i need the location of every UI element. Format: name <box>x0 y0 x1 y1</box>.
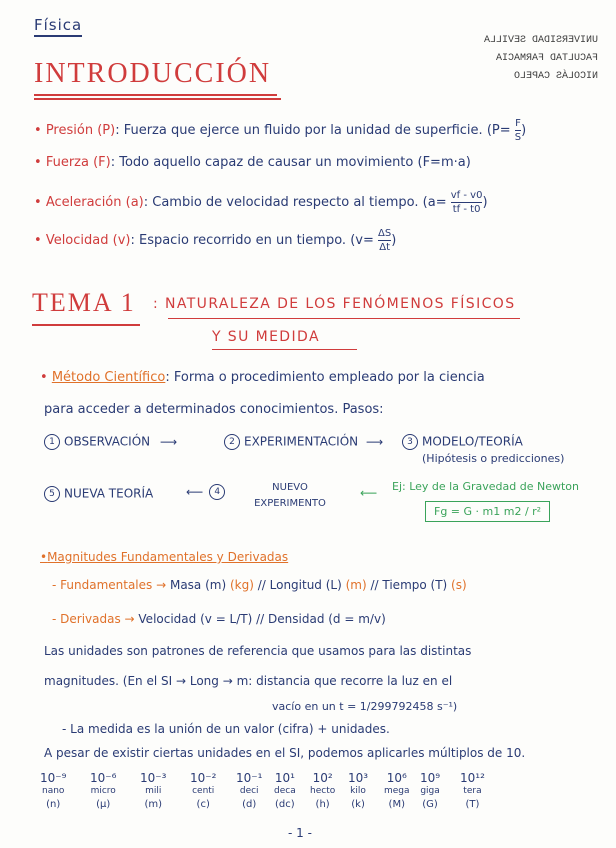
prefix-micro: 10⁻⁶ micro (μ) <box>90 771 117 810</box>
prefix-mili: 10⁻³ mili (m) <box>140 771 167 810</box>
subject-label: Física <box>34 16 82 34</box>
unidades-line-1: Las unidades son patrones de referencia que usamos para las distintas <box>44 644 472 658</box>
prefix-mega: 10⁶ mega (M) <box>384 771 410 810</box>
prefix-hecto: 10² hecto (h) <box>310 771 336 810</box>
intro-item-presion: • Presión (P): Fuerza que ejerce un fluido por la unidad de superficie. (P= $\frac{F}{S}$ ) <box>34 118 527 143</box>
prefix-table <box>0 772 616 822</box>
step-2: 2 EXPERIMENTACIÓN ⟶ <box>224 434 387 450</box>
prefix-nano: 10⁻⁹ nano (n) <box>40 771 67 810</box>
prefix-tera: 10¹² tera (T) <box>460 771 485 810</box>
ejemplo-formula-box: Fg = G · m1 m2 / r² <box>425 500 550 522</box>
prefix-giga: 10⁹ giga (G) <box>420 771 441 810</box>
hipotesis-note: (Hipótesis o predicciones) <box>422 452 565 465</box>
university-stamp: UNIVERSIDAD SEVILLA FACULTAD FARMACIA NICOLÁS CAPELO <box>483 35 598 82</box>
magnitudes-title: •Magnitudes Fundamentales y Derivadas <box>40 550 289 564</box>
fundamentales-line: - Fundamentales → Masa (m) (kg) // Longitud (L) (m) // Tiempo (T) (s) <box>52 578 467 592</box>
intro-item-velocidad: • Velocidad (v): Espacio recorrido en un tiempo. (v= $\frac{\Delta S}{\Delta t}$ ) <box>34 228 397 253</box>
unidades-line-3: vacío en un t = 1/299792458 s⁻¹) <box>272 700 458 713</box>
medida-line: - La medida es la unión de un valor (cifra) + unidades. <box>62 722 390 736</box>
unidades-line-2: magnitudes. (En el SI → Long → m: distancia que recorre la luz en el <box>44 674 453 688</box>
prefix-deci: 10⁻¹ deci (d) <box>236 771 263 810</box>
intro-title: INTRODUCCIÓN <box>34 58 271 90</box>
step-5: 5 NUEVA TEORÍA <box>44 486 153 502</box>
intro-item-fuerza: • Fuerza (F): Todo aquello capaz de causar un movimiento (F=m·a) <box>34 155 471 170</box>
ejemplo-text: Ej: Ley de la Gravedad de Newton <box>392 480 579 493</box>
prefix-centi: 10⁻² centi (c) <box>190 771 217 810</box>
prefix-deca: 10¹ deca (dc) <box>274 771 296 810</box>
metodo-line-2: para acceder a determinados conocimientos. Pasos: <box>44 402 384 417</box>
step-3: 3 MODELO/TEORÍA <box>402 434 523 450</box>
step-4-label: NUEVO EXPERIMENTO <box>254 482 326 509</box>
apesar-line: A pesar de existir ciertas unidades en el SI, podemos aplicarles múltiplos de 10. <box>44 746 526 760</box>
ejemplo-arrow: ⟵ <box>360 486 378 500</box>
prefix-kilo: 10³ kilo (k) <box>348 771 369 810</box>
step-4: ⟵ 4 <box>186 484 229 500</box>
derivadas-line: - Derivadas → Velocidad (v = L/T) // Densidad (d = m/v) <box>52 612 386 626</box>
step-1: 1 OBSERVACIÓN ⟶ <box>44 434 183 450</box>
metodo-line-1: • Método Científico: Forma o procedimiento empleado por la ciencia <box>40 370 485 385</box>
tema-subtitle-1: : NATURALEZA DE LOS FENÓMENOS FÍSICOS <box>153 296 516 312</box>
tema-subtitle-2: Y SU MEDIDA <box>212 329 320 345</box>
tema-title: TEMA 1 <box>32 288 136 317</box>
page-number: - 1 - <box>288 826 312 840</box>
intro-item-aceleracion: • Aceleración (a): Cambio de velocidad respecto al tiempo. (a= $\frac{vf - v0}{tf - t0}$ ) <box>34 190 488 215</box>
